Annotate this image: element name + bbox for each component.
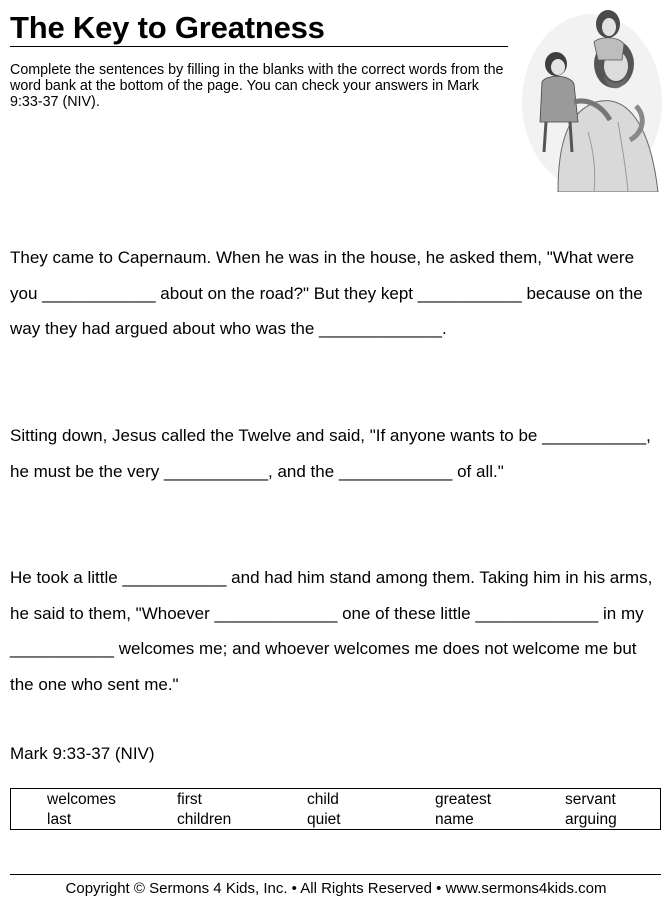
footer-divider <box>10 874 661 875</box>
word-bank-item: arguing <box>565 811 617 828</box>
word-bank-item: welcomes <box>47 791 116 808</box>
word-bank-item: child <box>307 791 339 808</box>
passage-paragraph-2: Sitting down, Jesus called the Twelve and said, "If anyone wants to be ___________, he must be the very ___________, and the ____________ of all." <box>10 426 651 481</box>
passage-paragraph-1: They came to Capernaum. When he was in the house, he asked them, "What were you ____________ about on the road?" But they kept ___________ because on the way they had argued about who was the _____________. <box>10 248 643 338</box>
copyright-footer: Copyright © Sermons 4 Kids, Inc. • All Rights Reserved • www.sermons4kids.com <box>65 880 607 897</box>
word-bank-item: first <box>177 791 202 808</box>
page-title: The Key to Greatness <box>10 10 325 45</box>
word-bank-item: quiet <box>307 811 341 828</box>
word-bank-item: servant <box>565 791 616 808</box>
word-bank-item: last <box>47 811 72 828</box>
jesus-with-children-illustration <box>518 2 666 192</box>
title-divider <box>10 46 508 47</box>
word-bank <box>10 788 661 830</box>
word-bank-item: greatest <box>435 791 492 808</box>
passage-paragraph-3: He took a little ___________ and had him stand among them. Taking him in his arms, he said to them, "Whoever _____________ one of these little _____________ in my ___________ welcomes me; and whoever welcomes me does not welcome me but the one who sent me." <box>10 568 653 694</box>
scripture-reference: Mark 9:33-37 (NIV) <box>10 744 155 763</box>
word-bank-item: children <box>177 811 232 828</box>
word-bank-item: name <box>435 811 474 828</box>
instructions-text: Complete the sentences by filling in the blanks with the correct words from the word bank at the bottom of the page. You can check your answers in Mark 9:33-37 (NIV). <box>10 62 504 110</box>
